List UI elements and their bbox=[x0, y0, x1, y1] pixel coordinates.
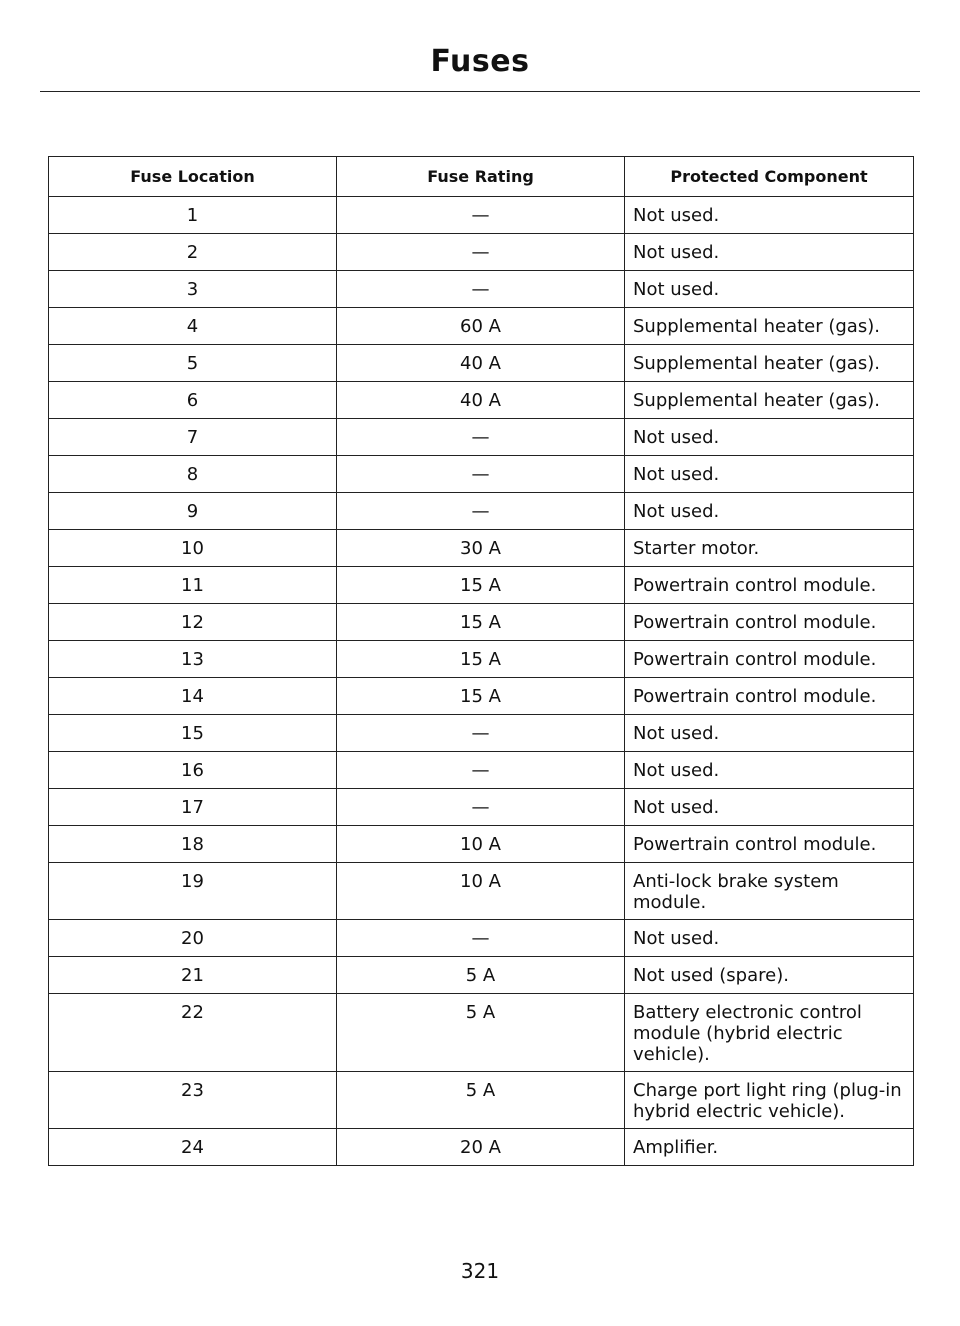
fuse-location-cell: 17 bbox=[49, 789, 337, 826]
fuse-rating-cell: 15 A bbox=[337, 641, 625, 678]
table-row bbox=[49, 271, 914, 308]
table-header-row bbox=[49, 157, 914, 197]
fuse-location-cell: 20 bbox=[49, 920, 337, 957]
fuse-location-cell: 9 bbox=[49, 493, 337, 530]
fuse-rating-cell: 15 A bbox=[337, 678, 625, 715]
table-row bbox=[49, 863, 914, 920]
title-divider bbox=[40, 91, 920, 92]
protected-component-cell: Not used. bbox=[625, 715, 914, 752]
page-title: Fuses bbox=[430, 44, 530, 79]
fuse-location-cell: 14 bbox=[49, 678, 337, 715]
table-row bbox=[49, 1072, 914, 1129]
fuse-rating-cell: — bbox=[337, 456, 625, 493]
fuse-location-cell: 4 bbox=[49, 308, 337, 345]
protected-component-cell: Not used. bbox=[625, 197, 914, 234]
column-header-fuse-rating: Fuse Rating bbox=[337, 157, 625, 197]
fuse-rating-cell: — bbox=[337, 493, 625, 530]
table-row bbox=[49, 1129, 914, 1166]
protected-component-cell: Powertrain control module. bbox=[625, 641, 914, 678]
protected-component-cell: Not used. bbox=[625, 789, 914, 826]
protected-component-cell: Battery electronic control module (hybrid electric vehicle). bbox=[625, 994, 914, 1072]
table-row bbox=[49, 994, 914, 1072]
protected-component-cell: Not used. bbox=[625, 419, 914, 456]
fuse-table bbox=[48, 156, 914, 1166]
table-row bbox=[49, 826, 914, 863]
table-row bbox=[49, 419, 914, 456]
protected-component-cell: Not used. bbox=[625, 920, 914, 957]
column-header-fuse-location: Fuse Location bbox=[49, 157, 337, 197]
table-row bbox=[49, 678, 914, 715]
table-row bbox=[49, 382, 914, 419]
fuse-rating-cell: 5 A bbox=[337, 957, 625, 994]
protected-component-cell: Not used. bbox=[625, 271, 914, 308]
table-row bbox=[49, 567, 914, 604]
fuse-rating-cell: 30 A bbox=[337, 530, 625, 567]
table-row bbox=[49, 641, 914, 678]
table-row bbox=[49, 957, 914, 994]
fuse-location-cell: 10 bbox=[49, 530, 337, 567]
fuse-rating-cell: — bbox=[337, 715, 625, 752]
fuse-rating-cell: — bbox=[337, 752, 625, 789]
table-row bbox=[49, 920, 914, 957]
fuse-location-cell: 15 bbox=[49, 715, 337, 752]
fuse-location-cell: 18 bbox=[49, 826, 337, 863]
fuse-location-cell: 8 bbox=[49, 456, 337, 493]
table-row bbox=[49, 715, 914, 752]
protected-component-cell: Not used. bbox=[625, 752, 914, 789]
page-number: 321 bbox=[460, 1259, 500, 1283]
fuse-rating-cell: — bbox=[337, 197, 625, 234]
protected-component-cell: Powertrain control module. bbox=[625, 604, 914, 641]
fuse-rating-cell: 20 A bbox=[337, 1129, 625, 1166]
protected-component-cell: Amplifier. bbox=[625, 1129, 914, 1166]
table-row bbox=[49, 345, 914, 382]
table-row bbox=[49, 456, 914, 493]
fuse-location-cell: 16 bbox=[49, 752, 337, 789]
fuse-rating-cell: 5 A bbox=[337, 994, 625, 1072]
table-row bbox=[49, 197, 914, 234]
fuse-location-cell: 21 bbox=[49, 957, 337, 994]
protected-component-cell: Not used. bbox=[625, 493, 914, 530]
protected-component-cell: Powertrain control module. bbox=[625, 678, 914, 715]
fuse-location-cell: 12 bbox=[49, 604, 337, 641]
protected-component-cell: Powertrain control module. bbox=[625, 567, 914, 604]
fuse-rating-cell: 15 A bbox=[337, 604, 625, 641]
fuse-location-cell: 24 bbox=[49, 1129, 337, 1166]
fuse-location-cell: 23 bbox=[49, 1072, 337, 1129]
protected-component-cell: Anti-lock brake system module. bbox=[625, 863, 914, 920]
table-row bbox=[49, 789, 914, 826]
fuse-rating-cell: 40 A bbox=[337, 382, 625, 419]
fuse-rating-cell: — bbox=[337, 789, 625, 826]
fuse-rating-cell: — bbox=[337, 920, 625, 957]
column-header-protected-component: Protected Component bbox=[625, 157, 914, 197]
fuse-location-cell: 22 bbox=[49, 994, 337, 1072]
fuse-rating-cell: — bbox=[337, 271, 625, 308]
fuse-location-cell: 19 bbox=[49, 863, 337, 920]
protected-component-cell: Supplemental heater (gas). bbox=[625, 345, 914, 382]
table-row bbox=[49, 752, 914, 789]
protected-component-cell: Not used. bbox=[625, 234, 914, 271]
protected-component-cell: Supplemental heater (gas). bbox=[625, 308, 914, 345]
table-row bbox=[49, 234, 914, 271]
protected-component-cell: Not used. bbox=[625, 456, 914, 493]
protected-component-cell: Charge port light ring (plug-in hybrid electric vehicle). bbox=[625, 1072, 914, 1129]
fuse-rating-cell: 15 A bbox=[337, 567, 625, 604]
fuse-rating-cell: 10 A bbox=[337, 863, 625, 920]
fuse-location-cell: 13 bbox=[49, 641, 337, 678]
table-row bbox=[49, 493, 914, 530]
fuse-location-cell: 11 bbox=[49, 567, 337, 604]
fuse-location-cell: 6 bbox=[49, 382, 337, 419]
fuse-location-cell: 5 bbox=[49, 345, 337, 382]
fuse-location-cell: 3 bbox=[49, 271, 337, 308]
protected-component-cell: Powertrain control module. bbox=[625, 826, 914, 863]
table-row bbox=[49, 308, 914, 345]
table-row bbox=[49, 530, 914, 567]
fuse-rating-cell: 60 A bbox=[337, 308, 625, 345]
protected-component-cell: Not used (spare). bbox=[625, 957, 914, 994]
table-row bbox=[49, 604, 914, 641]
fuse-rating-cell: — bbox=[337, 234, 625, 271]
fuse-location-cell: 2 bbox=[49, 234, 337, 271]
fuse-location-cell: 1 bbox=[49, 197, 337, 234]
fuse-rating-cell: 10 A bbox=[337, 826, 625, 863]
fuse-rating-cell: 40 A bbox=[337, 345, 625, 382]
protected-component-cell: Supplemental heater (gas). bbox=[625, 382, 914, 419]
fuse-rating-cell: 5 A bbox=[337, 1072, 625, 1129]
fuse-rating-cell: — bbox=[337, 419, 625, 456]
fuse-location-cell: 7 bbox=[49, 419, 337, 456]
protected-component-cell: Starter motor. bbox=[625, 530, 914, 567]
